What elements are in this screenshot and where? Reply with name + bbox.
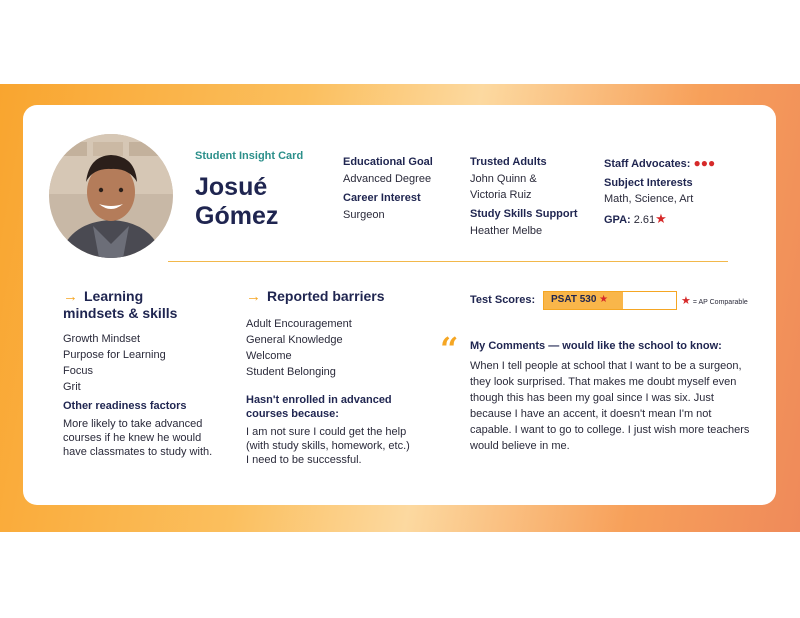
study-support-label: Study Skills Support — [470, 208, 578, 220]
star-icon: ★ — [655, 211, 667, 226]
arrow-right-icon: → — [63, 288, 78, 305]
comments-body: When I tell people at school that I want to be a surgeon, they look surprised. That makes me doubt myself even though this has been my goal since I was six. Just because I have an accent, it doesn't mean I'm not capable. I want to go to college. I just wish more teachers would believe in me. — [470, 360, 750, 452]
student-name — [195, 173, 345, 231]
other-readiness-label: Other readiness factors — [63, 400, 187, 412]
arrow-right-icon: → — [246, 288, 261, 305]
list-item: Welcome — [246, 350, 292, 362]
trusted-adults-line1: John Quinn & — [470, 173, 537, 185]
trusted-adults-line2: Victoria Ruiz — [470, 189, 532, 201]
apple-icon: ● — [693, 156, 701, 170]
gpa-label: GPA: — [604, 214, 631, 226]
card-eyebrow: Student Insight Card — [195, 150, 304, 162]
gpa-value: 2.61 — [633, 214, 656, 226]
comments-heading: My Comments — would like the school to know: — [470, 340, 722, 352]
staff-advocates-icons — [693, 158, 715, 170]
list-item: Purpose for Learning — [63, 349, 166, 361]
trusted-adults-label: Trusted Adults — [470, 156, 547, 168]
not-enrolled-text: I am not sure I could get the help (with study skills, homework, etc.) I need to be successful. — [246, 426, 410, 466]
divider — [168, 261, 728, 262]
list-item: General Knowledge — [246, 334, 343, 346]
list-item: Adult Encouragement — [246, 318, 352, 330]
student-first-name: Josué — [195, 173, 268, 201]
list-item: Student Belonging — [246, 366, 336, 378]
list-item: Growth Mindset — [63, 333, 141, 345]
star-icon: ★ — [681, 295, 691, 307]
subject-interests-value: Math, Science, Art — [604, 193, 694, 205]
subject-interests-label: Subject Interests — [604, 177, 693, 189]
gpa — [604, 211, 667, 228]
list-item: Grit — [63, 381, 81, 393]
ap-legend-text: = AP Comparable — [692, 299, 748, 306]
quote-icon: “ — [440, 330, 459, 368]
staff-advocates — [604, 156, 715, 170]
educational-goal-label: Educational Goal — [343, 156, 433, 168]
career-interest-value: Surgeon — [343, 209, 385, 221]
educational-goal-value: Advanced Degree — [343, 173, 432, 185]
not-enrolled-label: Hasn't enrolled in advanced courses because: — [246, 394, 392, 420]
psat-bar — [543, 291, 677, 310]
student-last-name: Gómez — [195, 202, 279, 230]
star-icon: ★ — [599, 294, 609, 305]
career-interest-label: Career Interest — [343, 192, 421, 204]
psat-label-text: PSAT 530 — [551, 294, 597, 305]
student-photo — [49, 134, 173, 258]
learning-title-line2: mindsets & skills — [63, 305, 178, 321]
barriers-title: Reported barriers — [267, 288, 385, 304]
test-scores-label: Test Scores: — [470, 294, 536, 306]
student-insight-card — [23, 105, 776, 505]
apple-icon: ● — [707, 156, 716, 170]
study-support-value: Heather Melbe — [470, 225, 543, 237]
staff-advocates-label: Staff Advocates: — [604, 158, 691, 170]
learning-title-line1: Learning — [84, 288, 144, 304]
learning-section-title — [63, 288, 223, 322]
list-item: Focus — [63, 365, 93, 377]
barriers-list — [246, 316, 352, 380]
ap-legend — [681, 294, 748, 307]
learning-list — [63, 331, 166, 395]
apple-icon: ● — [700, 156, 708, 170]
barriers-section-title — [246, 288, 384, 305]
other-readiness-text: More likely to take advanced courses if he knew he would have classmates to study with. — [63, 418, 213, 458]
psat-label — [551, 294, 608, 305]
